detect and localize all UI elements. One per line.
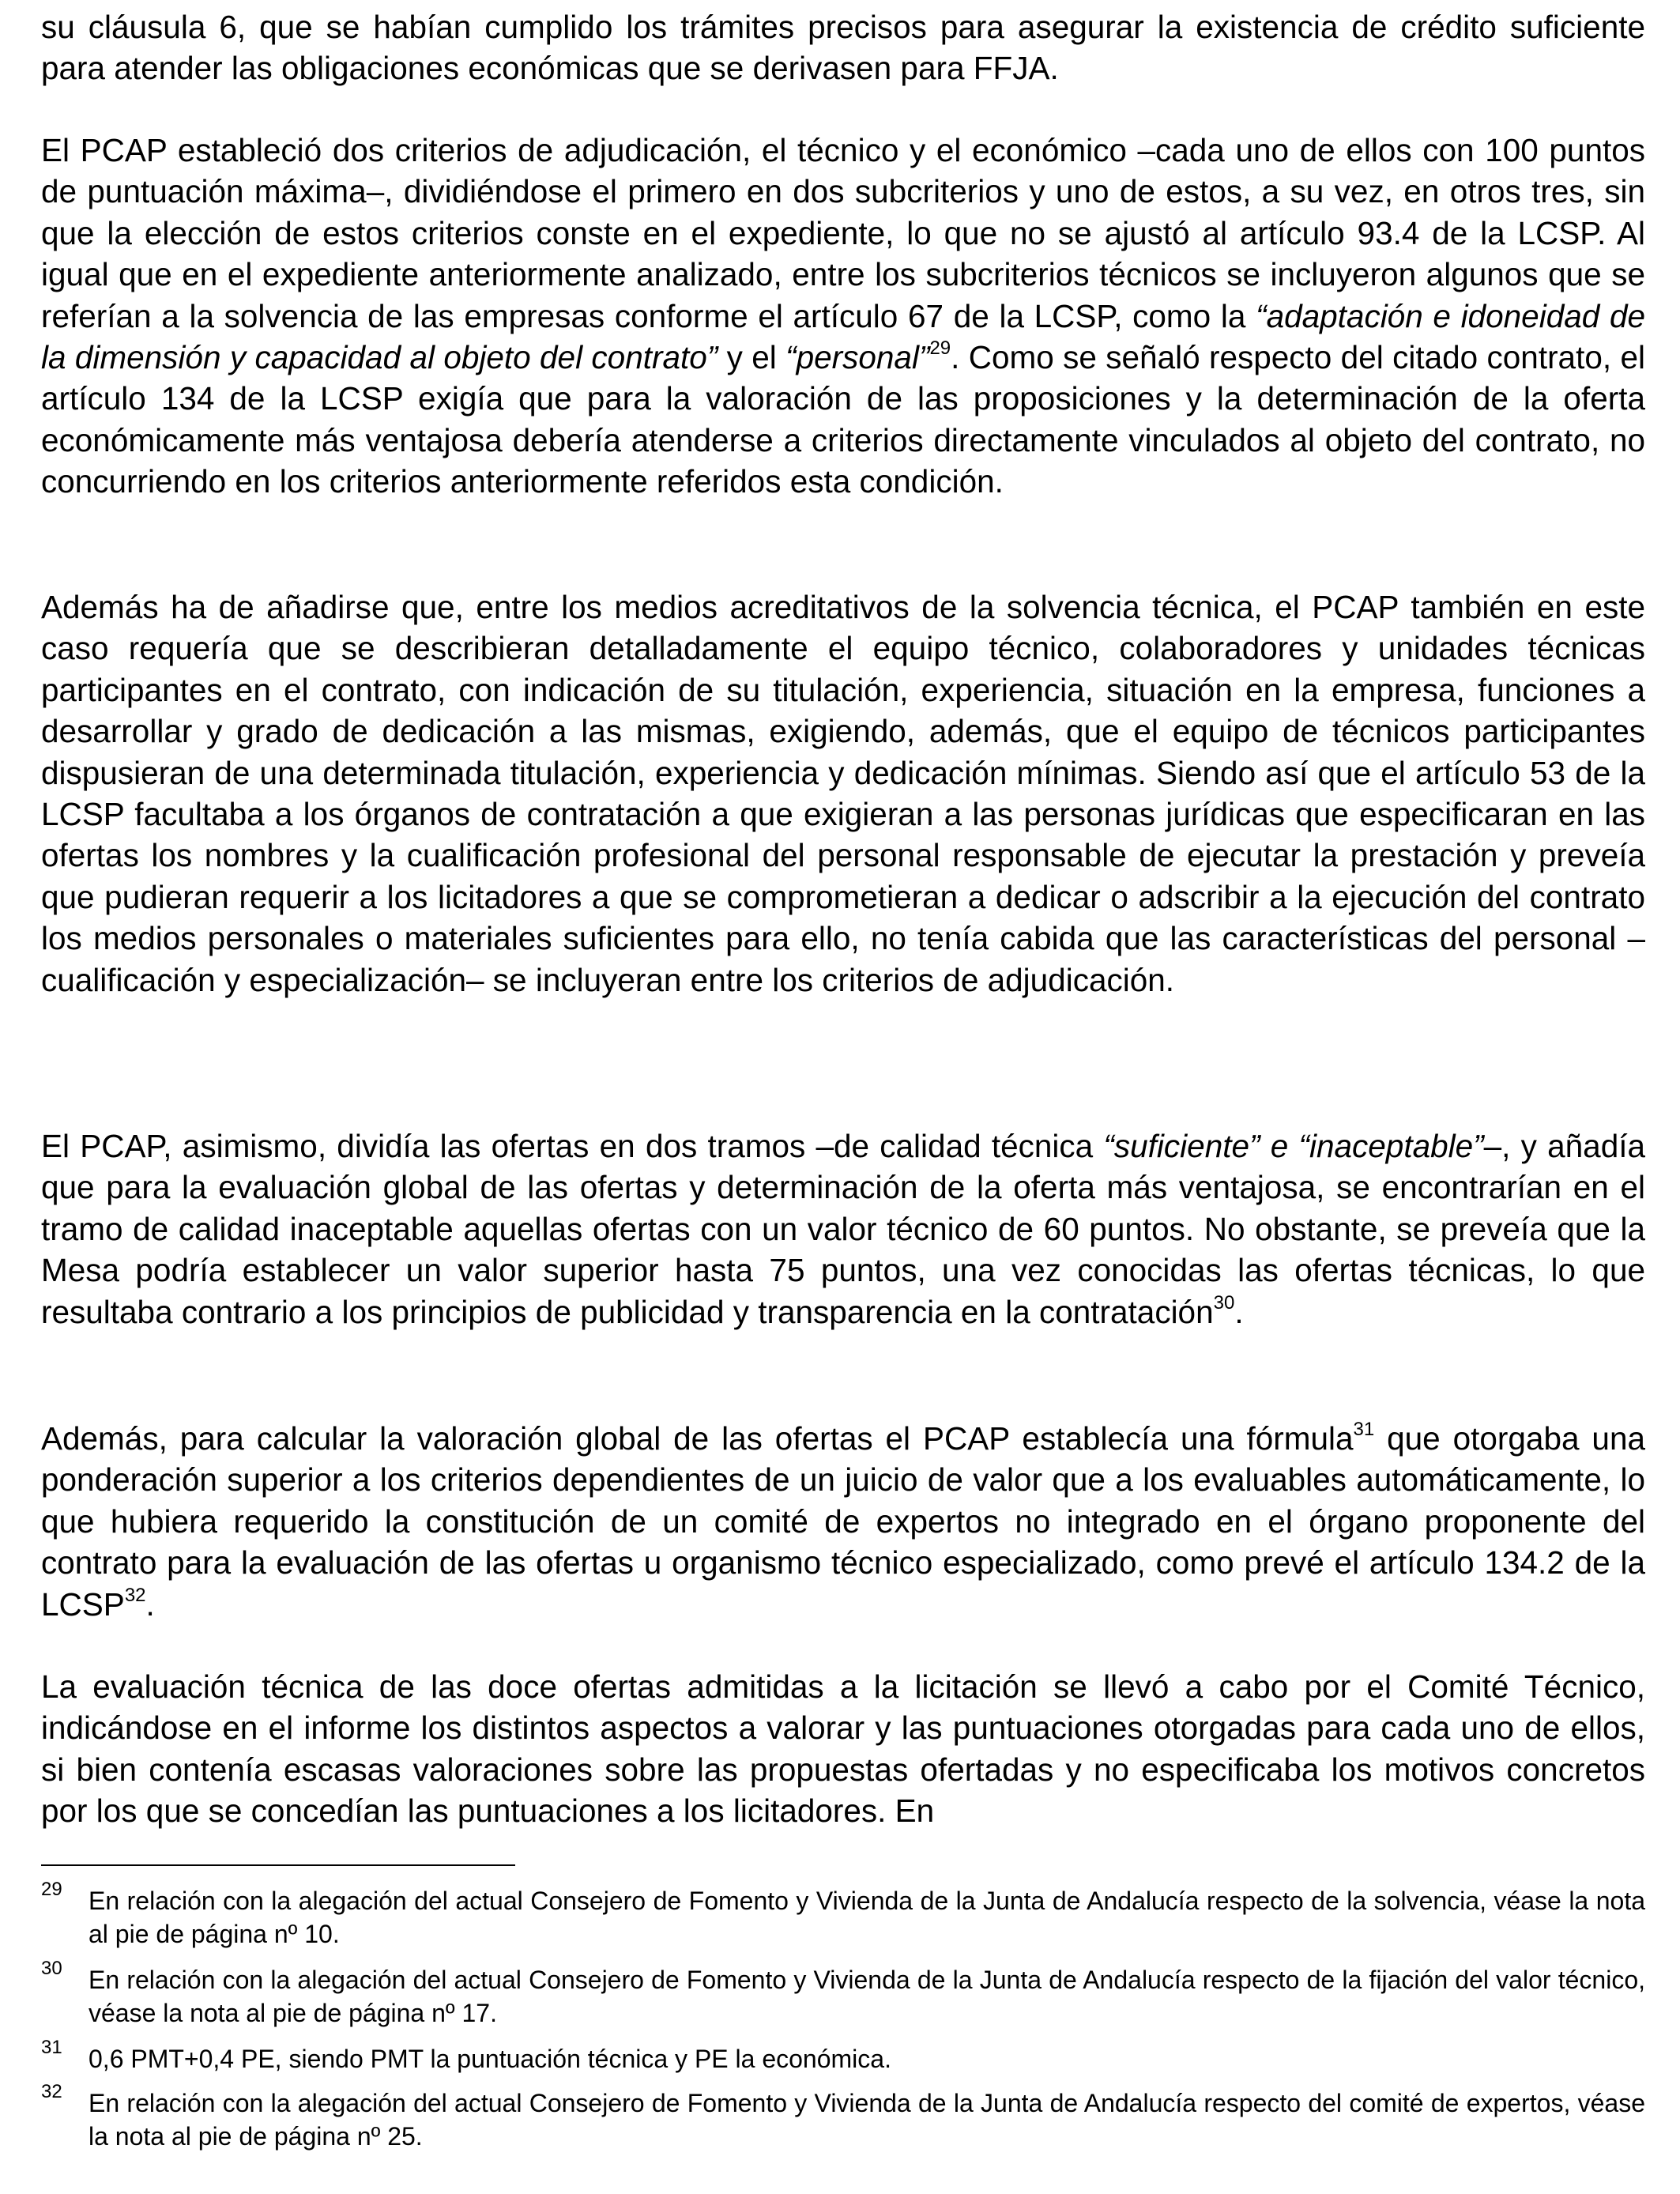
paragraph-evaluacion-tecnica	[41, 1666, 1645, 1832]
footnote-29	[41, 1879, 1645, 1951]
italic-quote: “adaptación e idoneidad de la dimensión y capacidad al objeto del contrato”	[41, 297, 1645, 376]
paragraph-text: El PCAP estableció dos criterios de adjudicación, el técnico y el económico –cada uno de ellos con 100 puntos de puntuación máxima–, dividiéndose el primero en dos subcriterios y uno de estos, a su vez, en otros tres, sin que la elección de estos criterios conste en el expediente, lo que no se ajustó al artículo 93.4 de la LCSP. Al igual que en el expediente anteriormente analizado, entre los subcriterios técnicos se incluyeron algunos que se referían a la solvencia de las empresas conforme el artículo 67 de la LCSP, como la	[41, 132, 1645, 334]
italic-quote: “personal”	[785, 339, 930, 376]
footnote-number: 31	[41, 2037, 62, 2058]
footnote-text: 0,6 PMT+0,4 PE, siendo PMT la puntuación técnica y PE la económica.	[89, 2045, 891, 2073]
paragraph-text: El PCAP, asimismo, dividía las ofertas en dos tramos –de calidad técnica	[41, 1128, 1104, 1164]
paragraph-text: Además ha de añadirse que, entre los medios acreditativos de la solvencia técnica, el PCAP también en este caso requería que se describieran detalladamente el equipo técnico, colaboradores y unidades técnicas participantes en el contrato, con indicación de su titulación, experiencia, situación en la empresa, funciones a desarrollar y grado de dedicación a las mismas, exigiendo, además, que el equipo de técnicos participantes dispusieran de una determinada titulación, experiencia y dedicación mínimas. Siendo así que el artículo 53 de la LCSP facultaba a los órganos de contratación a que exigieran a las personas jurídicas que especificaran en las ofertas los nombres y la cualificación profesional del personal responsable de ejecutar la prestación y preveía que pudieran requerir a los licitadores a que se comprometieran a dedicar o adscribir a la ejecución del contrato los medios personales o materiales suficientes para ello, no tenía cabida que las características del personal –cualificación y especialización– se incluyeran entre los criterios de adjudicación.	[41, 589, 1645, 998]
footnote-reference[interactable]: 30	[1213, 1291, 1235, 1314]
footnote-reference[interactable]: 29	[929, 337, 951, 360]
footnote-reference[interactable]: 32	[124, 1584, 146, 1606]
footnote-text: En relación con la alegación del actual Consejero de Fomento y Vivienda de la Junta de Andalucía respecto de la fijación del valor técnico, véase la nota al pie de página nº 17.	[89, 1966, 1645, 2027]
footnote-text: En relación con la alegación del actual Consejero de Fomento y Vivienda de la Junta de Andalucía respecto de la solvencia, véase la nota al pie de página nº 10.	[89, 1887, 1645, 1948]
italic-quote: “suficiente” e “inaceptable”	[1103, 1128, 1484, 1164]
paragraph-solvencia-tecnica	[41, 586, 1645, 1001]
footnote-32	[41, 2081, 1645, 2153]
paragraph-tramos-calidad	[41, 1125, 1645, 1333]
paragraph-text: y el	[718, 339, 786, 376]
footnote-31	[41, 2037, 1645, 2075]
footnote-30	[41, 1958, 1645, 2030]
paragraph-text: .	[1234, 1293, 1244, 1330]
paragraph-text: –, y añadía que para la evaluación global de las ofertas y determinación de la oferta más ventajosa, se encontrarían en el tramo de calidad inaceptable aquellas ofertas con un valor técnico de 60 puntos. No obstante, se preveía que la Mesa podría establecer un valor superior hasta 75 puntos, una vez conocidas las ofertas técnicas, lo que resultaba contrario a los principios de publicidad y transparencia en la contratación	[41, 1128, 1645, 1330]
paragraph-credito	[41, 6, 1645, 89]
paragraph-text: .	[145, 1585, 155, 1623]
footnote-text: En relación con la alegación del actual Consejero de Fomento y Vivienda de la Junta de Andalucía respecto del comité de expertos, véase la nota al pie de página nº 25.	[89, 2089, 1645, 2151]
paragraph-text: La evaluación técnica de las doce ofertas admitidas a la licitación se llevó a cabo por el Comité Técnico, indicándose en el informe los distintos aspectos a valorar y las puntuaciones otorgadas para cada uno de ellos, si bien contenía escasas valoraciones sobre las propuestas ofertadas y no especificaba los motivos concretos por los que se concedían las puntuaciones a los licitadores. En	[41, 1668, 1645, 1830]
footnote-number: 29	[41, 1879, 62, 1900]
paragraph-criterios-adjudicacion	[41, 130, 1645, 503]
footnote-number: 32	[41, 2081, 62, 2102]
footnote-number: 30	[41, 1958, 62, 1979]
paragraph-formula-valoracion	[41, 1418, 1645, 1625]
paragraph-text: su cláusula 6, que se habían cumplido los trámites precisos para asegurar la existencia de crédito suficiente para atender las obligaciones económicas que se derivasen para FFJA.	[41, 9, 1645, 87]
paragraph-text: que otorgaba una ponderación superior a los criterios dependientes de un juicio de valor que a los evaluables automáticamente, lo que hubiera requerido la constitución de un comité de expertos no integrado en el órgano proponente del contrato para la evaluación de las ofertas u organismo técnico especializado, como prevé el artículo 134.2 de la LCSP	[41, 1420, 1645, 1623]
paragraph-text: . Como se señaló respecto del citado contrato, el artículo 134 de la LCSP exigía que para la valoración de las proposiciones y la determinación de la oferta económicamente más ventajosa debería atenderse a criterios directamente vinculados al objeto del contrato, no concurriendo en los criterios anteriormente referidos esta condición.	[41, 339, 1645, 500]
footnote-separator	[41, 1864, 515, 1866]
footnote-reference[interactable]: 31	[1353, 1419, 1375, 1440]
paragraph-text: Además, para calcular la valoración global de las ofertas el PCAP establecía una fórmula	[41, 1420, 1354, 1457]
